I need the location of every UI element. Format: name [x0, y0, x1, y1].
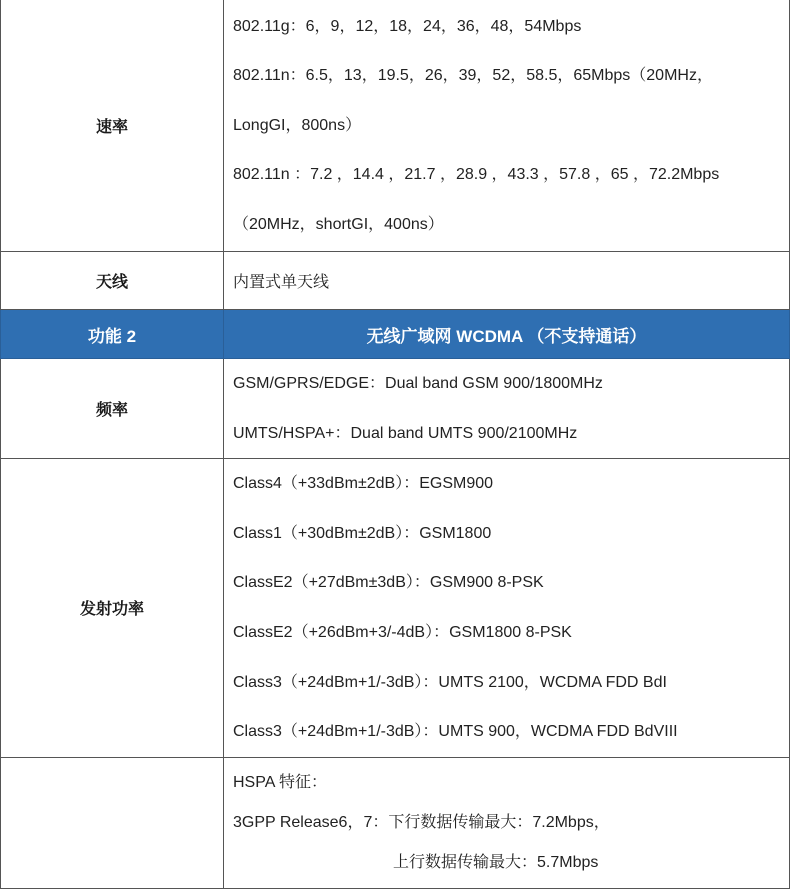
- rate-line: 802.11n ：7.2 ，14.4 ，21.7 ，28.9 ，43.3 ，57.8 ，65 ，72.2Mbps: [233, 166, 720, 184]
- row-label-rate: 速率: [1, 0, 224, 252]
- table-row: [1, 757, 790, 888]
- rate-line: 802.11n：6.5，13，19.5，26，39，52，58.5，65Mbps（20MHz，: [233, 67, 713, 85]
- tx-power-line: ClassE2（+27dBm±3dB）：GSM900 8-PSK: [233, 574, 544, 592]
- table-row: [1, 0, 790, 252]
- row-value-tx-power: [224, 459, 790, 758]
- row-label-hspa: [1, 757, 224, 888]
- rate-line: 802.11g：6，9，12，18，24，36，48，54Mbps: [233, 17, 582, 35]
- rate-line: （20MHz，shortGI，400ns）: [233, 215, 444, 233]
- frequency-line: UMTS/HSPA+：Dual band UMTS 900/2100MHz: [233, 424, 578, 442]
- tx-power-line: Class3（+24dBm+1/-3dB）：UMTS 900，WCDMA FDD BdVIII: [233, 723, 678, 741]
- hspa-line: 上行数据传输最大：5.7Mbps: [393, 853, 599, 871]
- row-value-hspa: [224, 757, 790, 888]
- row-label-frequency: 频率: [1, 359, 224, 459]
- tx-power-line: Class1（+30dBm±2dB）：GSM1800: [233, 524, 492, 542]
- row-value-rate: [224, 0, 790, 252]
- table-row: [1, 459, 790, 758]
- frequency-line: GSM/GPRS/EDGE：Dual band GSM 900/1800MHz: [233, 375, 603, 392]
- hspa-line: 3GPP Release6，7：下行数据传输最大：7.2Mbps，: [233, 813, 610, 831]
- rate-line: LongGI，800ns）: [233, 116, 362, 134]
- row-label-tx-power: 发射功率: [1, 459, 224, 758]
- section-header-title: 无线广域网 WCDMA （不支持通话）: [224, 310, 790, 359]
- tx-power-line: Class3（+24dBm+1/-3dB）：UMTS 2100，WCDMA FDD BdI: [233, 673, 667, 691]
- tx-power-line: Class4（+33dBm±2dB）：EGSM900: [233, 475, 494, 493]
- row-label-antenna: 天线: [1, 252, 224, 310]
- tx-power-line: ClassE2（+26dBm+3/-4dB）：GSM1800 8-PSK: [233, 623, 572, 641]
- row-value-frequency: [224, 359, 790, 459]
- table-row: [1, 359, 790, 459]
- row-value-antenna: 内置式单天线: [224, 252, 790, 310]
- hspa-line: HSPA 特征：: [233, 773, 327, 791]
- section-header-label: 功能 2: [1, 310, 224, 359]
- section-header-row: [1, 310, 790, 359]
- table-row: [1, 252, 790, 310]
